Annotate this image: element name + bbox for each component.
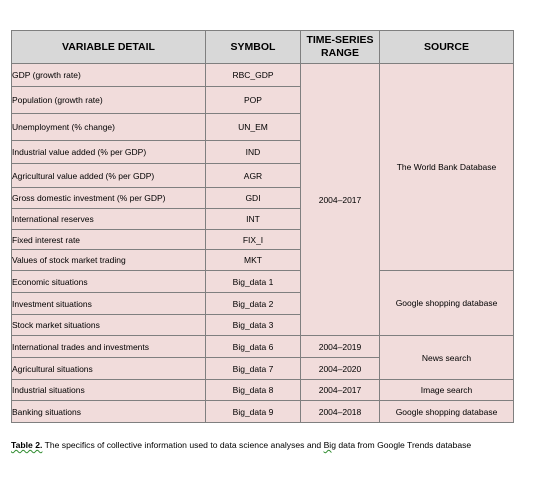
- source-cell: Image search: [380, 380, 514, 401]
- variable-cell: Agricultural value added (% per GDP): [12, 164, 206, 188]
- table-row: [12, 64, 514, 87]
- symbol-cell: RBC_GDP: [206, 64, 301, 87]
- header-range: [301, 31, 380, 64]
- variable-cell: GDP (growth rate): [12, 64, 206, 87]
- symbol-cell: Big_data 8: [206, 380, 301, 401]
- caption-text-before: The specifics of collective information used to data science analyses and: [42, 440, 324, 450]
- variable-cell: International reserves: [12, 209, 206, 230]
- symbol-cell: Big_data 2: [206, 293, 301, 315]
- symbol-cell: INT: [206, 209, 301, 230]
- variable-cell: Industrial value added (% per GDP): [12, 141, 206, 164]
- variable-cell: Industrial situations: [12, 380, 206, 401]
- caption-text-after: data from Google Trends database: [336, 440, 472, 450]
- variable-cell: Fixed interest rate: [12, 230, 206, 250]
- symbol-cell: Big_data 1: [206, 271, 301, 293]
- symbol-cell: Big_data 3: [206, 315, 301, 336]
- range-cell: 2004–2020: [301, 358, 380, 380]
- table-row: [12, 380, 514, 401]
- variable-cell: Population (growth rate): [12, 87, 206, 114]
- range-cell: 2004–2019: [301, 336, 380, 358]
- symbol-cell: AGR: [206, 164, 301, 188]
- caption-label: Table 2.: [11, 440, 43, 450]
- symbol-cell: GDI: [206, 188, 301, 209]
- variable-cell: Values of stock market trading: [12, 250, 206, 271]
- source-cell: Google shopping database: [380, 271, 514, 336]
- variable-cell: Investment situations: [12, 293, 206, 315]
- range-cell: 2004–2018: [301, 401, 380, 423]
- range-cell: 2004–2017: [301, 380, 380, 401]
- symbol-cell: MKT: [206, 250, 301, 271]
- table-row: [12, 401, 514, 423]
- symbol-cell: Big_data 6: [206, 336, 301, 358]
- specs-table: [11, 30, 514, 423]
- symbol-cell: IND: [206, 141, 301, 164]
- caption-big-word: Big: [323, 440, 336, 450]
- variable-cell: Stock market situations: [12, 315, 206, 336]
- range-cell: 2004–2017: [301, 64, 380, 336]
- symbol-cell: Big_data 7: [206, 358, 301, 380]
- header-source: SOURCE: [380, 31, 514, 64]
- variable-cell: Unemployment (% change): [12, 114, 206, 141]
- table-row: [12, 271, 514, 293]
- header-symbol: SYMBOL: [206, 31, 301, 64]
- variable-cell: International trades and investments: [12, 336, 206, 358]
- symbol-cell: Big_data 9: [206, 401, 301, 423]
- variable-cell: Banking situations: [12, 401, 206, 423]
- symbol-cell: POP: [206, 87, 301, 114]
- header-range-line2: RANGE: [321, 47, 359, 59]
- table-row: [12, 336, 514, 358]
- symbol-cell: UN_EM: [206, 114, 301, 141]
- header-variable: VARIABLE DETAIL: [12, 31, 206, 64]
- symbol-cell: FIX_I: [206, 230, 301, 250]
- source-cell: News search: [380, 336, 514, 380]
- source-cell: The World Bank Database: [380, 64, 514, 271]
- header-row: [12, 31, 514, 64]
- variable-cell: Gross domestic investment (% per GDP): [12, 188, 206, 209]
- variable-cell: Agricultural situations: [12, 358, 206, 380]
- table-caption: [11, 439, 511, 451]
- header-range-line1: TIME-SERIES: [306, 34, 374, 46]
- variable-cell: Economic situations: [12, 271, 206, 293]
- source-cell: Google shopping database: [380, 401, 514, 423]
